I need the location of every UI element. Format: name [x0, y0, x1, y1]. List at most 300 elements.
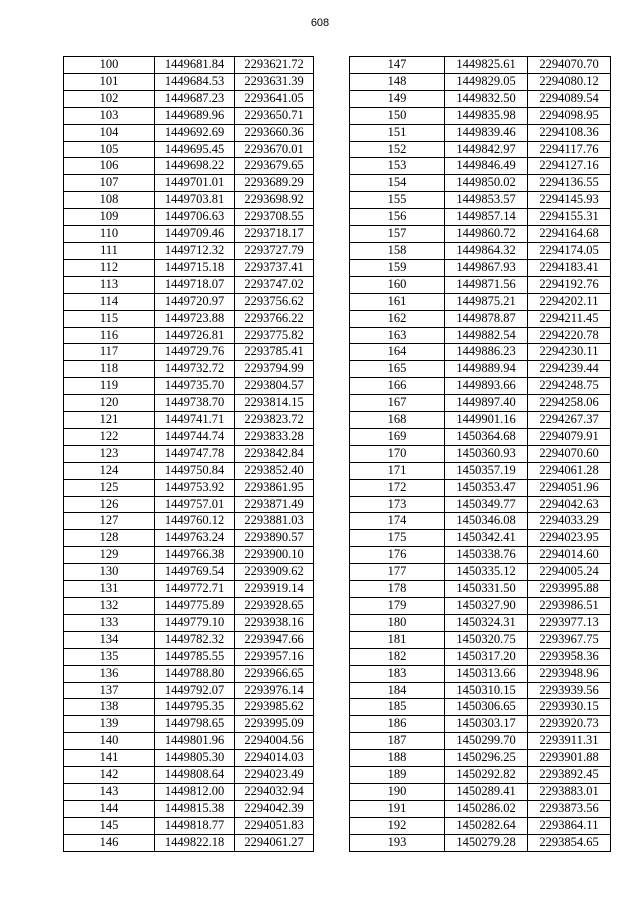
y-coordinate-cell: 2294220.78: [528, 327, 611, 344]
x-coordinate-cell: 1449763.24: [155, 530, 235, 547]
x-coordinate-cell: 1449815.38: [155, 800, 235, 817]
y-coordinate-cell: 2294080.12: [528, 73, 611, 90]
point-number-cell: 186: [350, 716, 445, 733]
table-row: [64, 462, 314, 479]
y-coordinate-cell: 2294014.03: [235, 750, 314, 767]
table-row: [350, 73, 611, 90]
point-number-cell: 119: [64, 378, 155, 395]
table-row: [350, 581, 611, 598]
table-row: [350, 631, 611, 648]
x-coordinate-cell: 1449801.96: [155, 733, 235, 750]
table-row: [350, 412, 611, 429]
point-number-cell: 193: [350, 834, 445, 851]
point-number-cell: 114: [64, 293, 155, 310]
point-number-cell: 120: [64, 395, 155, 412]
table-row: [350, 242, 611, 259]
table-row: [64, 479, 314, 496]
y-coordinate-cell: 2294117.76: [528, 141, 611, 158]
table-row: [64, 733, 314, 750]
point-number-cell: 155: [350, 192, 445, 209]
point-number-cell: 121: [64, 412, 155, 429]
point-number-cell: 143: [64, 783, 155, 800]
table-row: [350, 513, 611, 530]
point-number-cell: 110: [64, 226, 155, 243]
x-coordinate-cell: 1449715.18: [155, 259, 235, 276]
table-row: [350, 479, 611, 496]
point-number-cell: 160: [350, 276, 445, 293]
y-coordinate-cell: 2293864.11: [528, 817, 611, 834]
y-coordinate-cell: 2294061.28: [528, 462, 611, 479]
y-coordinate-cell: 2294211.45: [528, 310, 611, 327]
table-row: [64, 547, 314, 564]
y-coordinate-cell: 2293785.41: [235, 344, 314, 361]
point-number-cell: 103: [64, 107, 155, 124]
x-coordinate-cell: 1450324.31: [445, 614, 528, 631]
x-coordinate-cell: 1449772.71: [155, 581, 235, 598]
table-row: [350, 817, 611, 834]
y-coordinate-cell: 2293947.66: [235, 631, 314, 648]
x-coordinate-cell: 1449812.00: [155, 783, 235, 800]
table-row: [350, 496, 611, 513]
x-coordinate-cell: 1449738.70: [155, 395, 235, 412]
table-row: [350, 344, 611, 361]
point-number-cell: 158: [350, 242, 445, 259]
y-coordinate-cell: 2294098.95: [528, 107, 611, 124]
point-number-cell: 118: [64, 361, 155, 378]
table-row: [350, 716, 611, 733]
x-coordinate-cell: 1450327.90: [445, 598, 528, 615]
y-coordinate-cell: 2293985.62: [235, 699, 314, 716]
y-coordinate-cell: 2293689.29: [235, 175, 314, 192]
x-coordinate-cell: 1449744.74: [155, 428, 235, 445]
y-coordinate-cell: 2294230.11: [528, 344, 611, 361]
table-row: [64, 648, 314, 665]
point-number-cell: 112: [64, 259, 155, 276]
table-row: [350, 175, 611, 192]
y-coordinate-cell: 2293852.40: [235, 462, 314, 479]
y-coordinate-cell: 2294248.75: [528, 378, 611, 395]
y-coordinate-cell: 2294061.27: [235, 834, 314, 851]
point-number-cell: 152: [350, 141, 445, 158]
table-row: [64, 141, 314, 158]
point-number-cell: 174: [350, 513, 445, 530]
y-coordinate-cell: 2294183.41: [528, 259, 611, 276]
x-coordinate-cell: 1450310.15: [445, 682, 528, 699]
x-coordinate-cell: 1449729.76: [155, 344, 235, 361]
point-number-cell: 150: [350, 107, 445, 124]
table-row: [350, 699, 611, 716]
y-coordinate-cell: 2293708.55: [235, 209, 314, 226]
point-number-cell: 148: [350, 73, 445, 90]
point-number-cell: 105: [64, 141, 155, 158]
y-coordinate-cell: 2293804.57: [235, 378, 314, 395]
point-number-cell: 113: [64, 276, 155, 293]
x-coordinate-cell: 1449698.22: [155, 158, 235, 175]
table-row: [64, 192, 314, 209]
point-number-cell: 139: [64, 716, 155, 733]
point-number-cell: 182: [350, 648, 445, 665]
table-row: [64, 242, 314, 259]
x-coordinate-cell: 1449901.16: [445, 412, 528, 429]
y-coordinate-cell: 2294145.93: [528, 192, 611, 209]
y-coordinate-cell: 2293756.62: [235, 293, 314, 310]
x-coordinate-cell: 1450299.70: [445, 733, 528, 750]
y-coordinate-cell: 2293919.14: [235, 581, 314, 598]
table-row: [64, 361, 314, 378]
x-coordinate-cell: 1450331.50: [445, 581, 528, 598]
table-row: [350, 124, 611, 141]
x-coordinate-cell: 1449732.72: [155, 361, 235, 378]
table-row: [64, 378, 314, 395]
x-coordinate-cell: 1449747.78: [155, 445, 235, 462]
point-number-cell: 178: [350, 581, 445, 598]
x-coordinate-cell: 1449846.49: [445, 158, 528, 175]
table-row: [350, 293, 611, 310]
point-number-cell: 132: [64, 598, 155, 615]
point-number-cell: 104: [64, 124, 155, 141]
table-row: [64, 496, 314, 513]
x-coordinate-cell: 1449689.96: [155, 107, 235, 124]
point-number-cell: 145: [64, 817, 155, 834]
y-coordinate-cell: 2293892.45: [528, 767, 611, 784]
table-row: [350, 226, 611, 243]
point-number-cell: 122: [64, 428, 155, 445]
point-number-cell: 185: [350, 699, 445, 716]
point-number-cell: 117: [64, 344, 155, 361]
y-coordinate-cell: 2293928.65: [235, 598, 314, 615]
x-coordinate-cell: 1449857.14: [445, 209, 528, 226]
y-coordinate-cell: 2294164.68: [528, 226, 611, 243]
table-row: [350, 57, 611, 74]
y-coordinate-cell: 2294051.83: [235, 817, 314, 834]
table-row: [350, 445, 611, 462]
point-number-cell: 131: [64, 581, 155, 598]
point-number-cell: 136: [64, 665, 155, 682]
x-coordinate-cell: 1449775.89: [155, 598, 235, 615]
y-coordinate-cell: 2293718.17: [235, 226, 314, 243]
point-number-cell: 141: [64, 750, 155, 767]
x-coordinate-cell: 1450296.25: [445, 750, 528, 767]
table-row: [64, 598, 314, 615]
y-coordinate-cell: 2293958.36: [528, 648, 611, 665]
x-coordinate-cell: 1449681.84: [155, 57, 235, 74]
point-number-cell: 168: [350, 412, 445, 429]
coordinates-table-left: [63, 56, 314, 852]
point-number-cell: 134: [64, 631, 155, 648]
table-row: [64, 412, 314, 429]
table-row: [350, 361, 611, 378]
table-row: [64, 158, 314, 175]
table-row: [350, 395, 611, 412]
y-coordinate-cell: 2293727.79: [235, 242, 314, 259]
table-row: [350, 767, 611, 784]
x-coordinate-cell: 1449897.40: [445, 395, 528, 412]
x-coordinate-cell: 1450313.66: [445, 665, 528, 682]
x-coordinate-cell: 1449808.64: [155, 767, 235, 784]
point-number-cell: 192: [350, 817, 445, 834]
y-coordinate-cell: 2294155.31: [528, 209, 611, 226]
y-coordinate-cell: 2293833.28: [235, 428, 314, 445]
x-coordinate-cell: 1449842.97: [445, 141, 528, 158]
y-coordinate-cell: 2294174.05: [528, 242, 611, 259]
y-coordinate-cell: 2293911.31: [528, 733, 611, 750]
y-coordinate-cell: 2293957.16: [235, 648, 314, 665]
x-coordinate-cell: 1449712.32: [155, 242, 235, 259]
point-number-cell: 170: [350, 445, 445, 462]
y-coordinate-cell: 2294042.39: [235, 800, 314, 817]
point-number-cell: 180: [350, 614, 445, 631]
x-coordinate-cell: 1449835.98: [445, 107, 528, 124]
point-number-cell: 153: [350, 158, 445, 175]
y-coordinate-cell: 2293747.02: [235, 276, 314, 293]
point-number-cell: 177: [350, 564, 445, 581]
table-row: [350, 259, 611, 276]
point-number-cell: 138: [64, 699, 155, 716]
point-number-cell: 101: [64, 73, 155, 90]
table-row: [64, 614, 314, 631]
table-row: [64, 175, 314, 192]
table-row: [64, 293, 314, 310]
table-row: [64, 57, 314, 74]
point-number-cell: 175: [350, 530, 445, 547]
table-row: [64, 124, 314, 141]
point-number-cell: 135: [64, 648, 155, 665]
point-number-cell: 162: [350, 310, 445, 327]
point-number-cell: 167: [350, 395, 445, 412]
y-coordinate-cell: 2293679.65: [235, 158, 314, 175]
x-coordinate-cell: 1449822.18: [155, 834, 235, 851]
y-coordinate-cell: 2294070.70: [528, 57, 611, 74]
table-row: [350, 158, 611, 175]
point-number-cell: 154: [350, 175, 445, 192]
table-row: [350, 107, 611, 124]
table-row: [350, 90, 611, 107]
table-row: [350, 783, 611, 800]
table-row: [64, 73, 314, 90]
x-coordinate-cell: 1449853.57: [445, 192, 528, 209]
table-row: [350, 800, 611, 817]
point-number-cell: 181: [350, 631, 445, 648]
table-row: [64, 767, 314, 784]
table-row: [350, 750, 611, 767]
x-coordinate-cell: 1449718.07: [155, 276, 235, 293]
x-coordinate-cell: 1449839.46: [445, 124, 528, 141]
x-coordinate-cell: 1449706.63: [155, 209, 235, 226]
point-number-cell: 137: [64, 682, 155, 699]
point-number-cell: 164: [350, 344, 445, 361]
y-coordinate-cell: 2294023.95: [528, 530, 611, 547]
point-number-cell: 157: [350, 226, 445, 243]
y-coordinate-cell: 2294267.37: [528, 412, 611, 429]
point-number-cell: 161: [350, 293, 445, 310]
table-row: [64, 327, 314, 344]
y-coordinate-cell: 2293995.09: [235, 716, 314, 733]
table-row: [64, 209, 314, 226]
x-coordinate-cell: 1449701.01: [155, 175, 235, 192]
x-coordinate-cell: 1449684.53: [155, 73, 235, 90]
point-number-cell: 100: [64, 57, 155, 74]
y-coordinate-cell: 2293948.96: [528, 665, 611, 682]
y-coordinate-cell: 2293854.65: [528, 834, 611, 851]
x-coordinate-cell: 1449766.38: [155, 547, 235, 564]
point-number-cell: 156: [350, 209, 445, 226]
point-number-cell: 191: [350, 800, 445, 817]
x-coordinate-cell: 1449723.88: [155, 310, 235, 327]
table-row: [350, 378, 611, 395]
x-coordinate-cell: 1450335.12: [445, 564, 528, 581]
point-number-cell: 144: [64, 800, 155, 817]
table-row: [64, 665, 314, 682]
y-coordinate-cell: 2294042.63: [528, 496, 611, 513]
point-number-cell: 124: [64, 462, 155, 479]
y-coordinate-cell: 2293890.57: [235, 530, 314, 547]
x-coordinate-cell: 1449750.84: [155, 462, 235, 479]
point-number-cell: 142: [64, 767, 155, 784]
table-row: [350, 733, 611, 750]
y-coordinate-cell: 2293986.51: [528, 598, 611, 615]
point-number-cell: 116: [64, 327, 155, 344]
point-number-cell: 115: [64, 310, 155, 327]
table-row: [64, 834, 314, 851]
x-coordinate-cell: 1450357.19: [445, 462, 528, 479]
y-coordinate-cell: 2294051.96: [528, 479, 611, 496]
x-coordinate-cell: 1449795.35: [155, 699, 235, 716]
point-number-cell: 172: [350, 479, 445, 496]
table-row: [350, 665, 611, 682]
x-coordinate-cell: 1449864.32: [445, 242, 528, 259]
x-coordinate-cell: 1449760.12: [155, 513, 235, 530]
y-coordinate-cell: 2294239.44: [528, 361, 611, 378]
y-coordinate-cell: 2293939.56: [528, 682, 611, 699]
x-coordinate-cell: 1450292.82: [445, 767, 528, 784]
y-coordinate-cell: 2294136.55: [528, 175, 611, 192]
y-coordinate-cell: 2293621.72: [235, 57, 314, 74]
x-coordinate-cell: 1449692.69: [155, 124, 235, 141]
point-number-cell: 190: [350, 783, 445, 800]
y-coordinate-cell: 2293883.01: [528, 783, 611, 800]
point-number-cell: 165: [350, 361, 445, 378]
x-coordinate-cell: 1449893.66: [445, 378, 528, 395]
y-coordinate-cell: 2293977.13: [528, 614, 611, 631]
x-coordinate-cell: 1449726.81: [155, 327, 235, 344]
x-coordinate-cell: 1449782.32: [155, 631, 235, 648]
x-coordinate-cell: 1449720.97: [155, 293, 235, 310]
x-coordinate-cell: 1449792.07: [155, 682, 235, 699]
y-coordinate-cell: 2293909.62: [235, 564, 314, 581]
point-number-cell: 140: [64, 733, 155, 750]
table-row: [64, 344, 314, 361]
table-row: [350, 598, 611, 615]
x-coordinate-cell: 1449860.72: [445, 226, 528, 243]
point-number-cell: 187: [350, 733, 445, 750]
point-number-cell: 126: [64, 496, 155, 513]
point-number-cell: 107: [64, 175, 155, 192]
coordinates-table-right: [349, 56, 611, 852]
table-row: [64, 783, 314, 800]
x-coordinate-cell: 1450279.28: [445, 834, 528, 851]
y-coordinate-cell: 2293698.92: [235, 192, 314, 209]
x-coordinate-cell: 1449735.70: [155, 378, 235, 395]
x-coordinate-cell: 1449798.65: [155, 716, 235, 733]
table-row: [64, 530, 314, 547]
y-coordinate-cell: 2293641.05: [235, 90, 314, 107]
x-coordinate-cell: 1449687.23: [155, 90, 235, 107]
table-row: [64, 107, 314, 124]
y-coordinate-cell: 2293995.88: [528, 581, 611, 598]
table-row: [350, 530, 611, 547]
table-row: [350, 310, 611, 327]
point-number-cell: 169: [350, 428, 445, 445]
table-row: [64, 428, 314, 445]
point-number-cell: 123: [64, 445, 155, 462]
table-row: [64, 513, 314, 530]
x-coordinate-cell: 1449871.56: [445, 276, 528, 293]
point-number-cell: 189: [350, 767, 445, 784]
table-row: [64, 750, 314, 767]
x-coordinate-cell: 1449878.87: [445, 310, 528, 327]
y-coordinate-cell: 2293766.22: [235, 310, 314, 327]
y-coordinate-cell: 2293775.82: [235, 327, 314, 344]
x-coordinate-cell: 1449741.71: [155, 412, 235, 429]
point-number-cell: 183: [350, 665, 445, 682]
table-row: [350, 834, 611, 851]
point-number-cell: 127: [64, 513, 155, 530]
point-number-cell: 159: [350, 259, 445, 276]
y-coordinate-cell: 2293794.99: [235, 361, 314, 378]
point-number-cell: 188: [350, 750, 445, 767]
x-coordinate-cell: 1450320.75: [445, 631, 528, 648]
y-coordinate-cell: 2293920.73: [528, 716, 611, 733]
table-row: [64, 276, 314, 293]
x-coordinate-cell: 1450338.76: [445, 547, 528, 564]
y-coordinate-cell: 2294202.11: [528, 293, 611, 310]
x-coordinate-cell: 1449703.81: [155, 192, 235, 209]
y-coordinate-cell: 2294005.24: [528, 564, 611, 581]
y-coordinate-cell: 2293900.10: [235, 547, 314, 564]
x-coordinate-cell: 1450364.68: [445, 428, 528, 445]
x-coordinate-cell: 1449709.46: [155, 226, 235, 243]
x-coordinate-cell: 1450360.93: [445, 445, 528, 462]
x-coordinate-cell: 1450306.65: [445, 699, 528, 716]
table-row: [350, 648, 611, 665]
y-coordinate-cell: 2293650.71: [235, 107, 314, 124]
y-coordinate-cell: 2294127.16: [528, 158, 611, 175]
y-coordinate-cell: 2294032.94: [235, 783, 314, 800]
table-row: [64, 682, 314, 699]
table-row: [350, 327, 611, 344]
x-coordinate-cell: 1449805.30: [155, 750, 235, 767]
x-coordinate-cell: 1450289.41: [445, 783, 528, 800]
x-coordinate-cell: 1449867.93: [445, 259, 528, 276]
table-row: [64, 800, 314, 817]
x-coordinate-cell: 1449832.50: [445, 90, 528, 107]
y-coordinate-cell: 2294023.49: [235, 767, 314, 784]
y-coordinate-cell: 2294070.60: [528, 445, 611, 462]
table-row: [64, 395, 314, 412]
table-row: [350, 209, 611, 226]
point-number-cell: 111: [64, 242, 155, 259]
point-number-cell: 125: [64, 479, 155, 496]
point-number-cell: 133: [64, 614, 155, 631]
y-coordinate-cell: 2293823.72: [235, 412, 314, 429]
table-row: [64, 817, 314, 834]
point-number-cell: 184: [350, 682, 445, 699]
y-coordinate-cell: 2293938.16: [235, 614, 314, 631]
x-coordinate-cell: 1449882.54: [445, 327, 528, 344]
table-row: [350, 141, 611, 158]
table-row: [64, 310, 314, 327]
point-number-cell: 106: [64, 158, 155, 175]
